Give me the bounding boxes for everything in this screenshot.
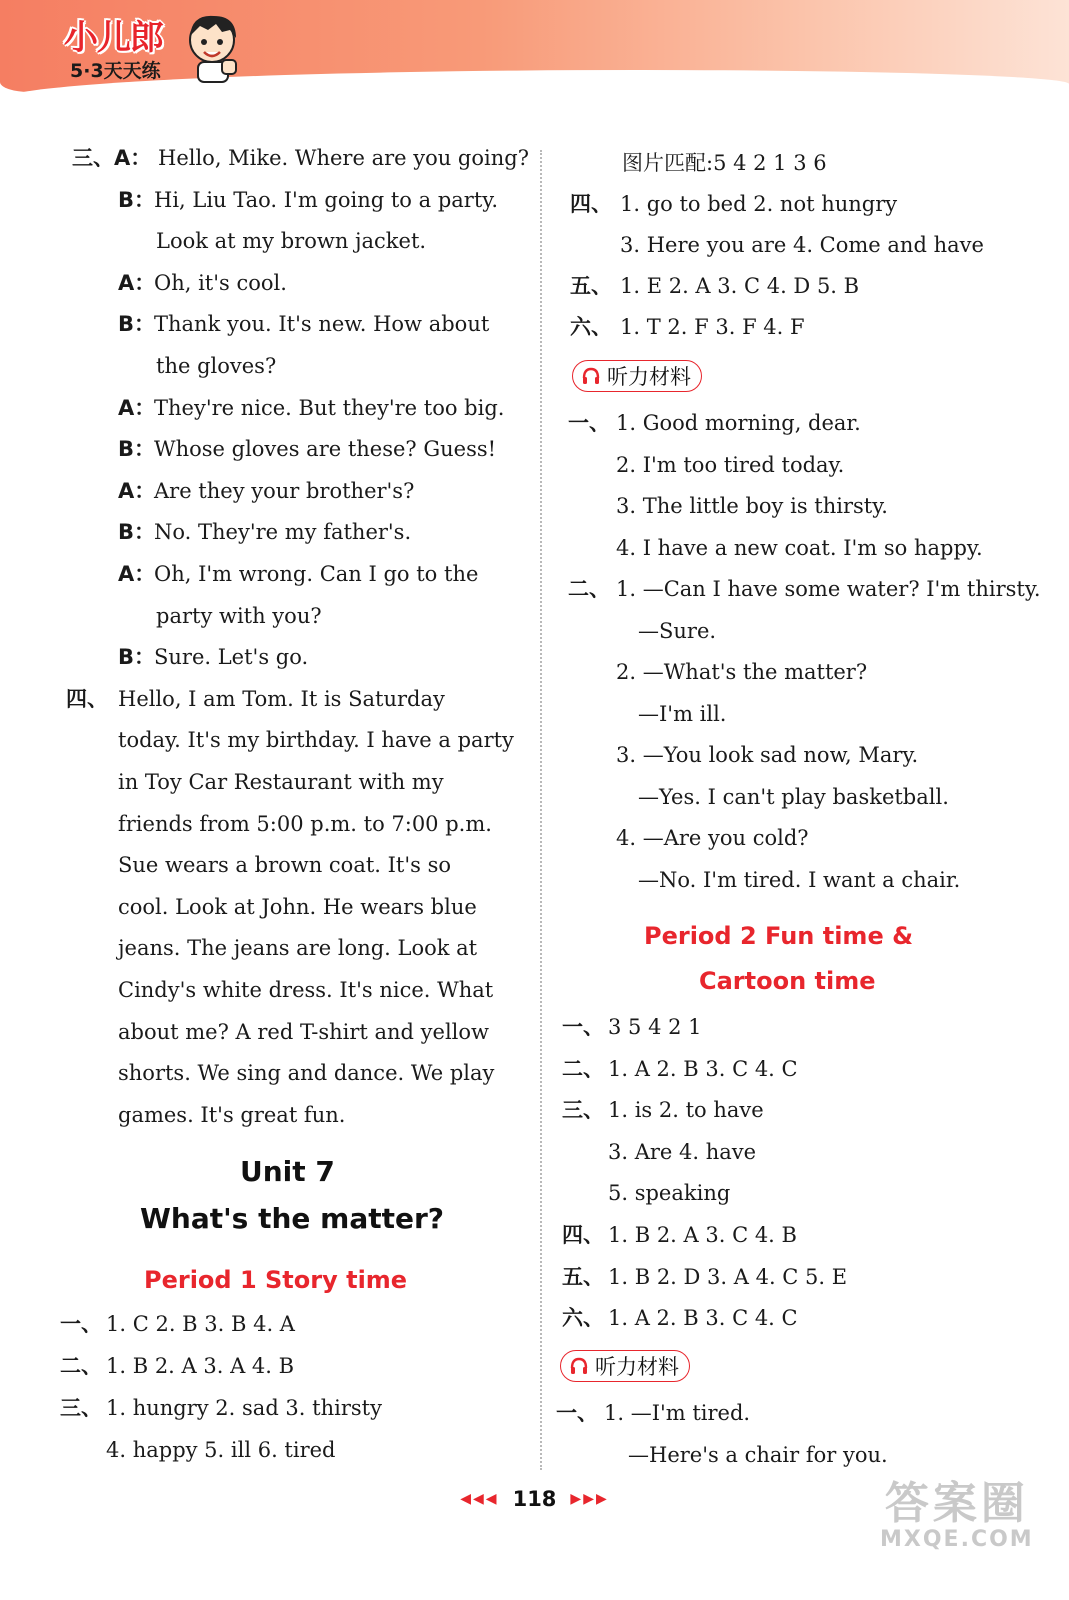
text-line: 1. A 2. B 3. C 4. C [608, 1056, 798, 1081]
watermark-url: MXQE.COM [880, 1527, 1034, 1552]
text-line: cool. Look at John. He wears blue [118, 894, 477, 919]
text-line: No. They're my father's. [154, 520, 412, 545]
text-line: 4. happy 5. ill 6. tired [106, 1438, 336, 1462]
text-line: party with you? [156, 603, 322, 628]
column-divider [540, 150, 542, 1470]
text-line: shorts. We sing and dance. We play [118, 1061, 495, 1086]
text-line: Oh, it's cool. [154, 270, 287, 295]
text-line: Thank you. It's new. How about [154, 312, 490, 337]
text-line: 1. hungry 2. sad 3. thirsty [106, 1396, 382, 1420]
period1-title: Period 1 Story time [144, 1266, 408, 1294]
text-line: 4. I have a new coat. I'm so happy. [616, 535, 983, 560]
unit-subtitle: What's the matter? [140, 1202, 445, 1235]
text-line: Cindy's white dress. It's nice. What [118, 978, 494, 1002]
next-arrows-icon: ▶▶▶ [570, 1491, 609, 1507]
text-line: 1. Good morning, dear. [616, 411, 861, 435]
period2-title-line1: Period 2 Fun time & [644, 922, 914, 950]
listening-tag-2 [560, 1350, 690, 1382]
watermark-logo: 答案圈 [884, 1478, 1029, 1529]
item-label: B： [118, 520, 156, 545]
text-line: 3. Are 4. have [608, 1139, 757, 1164]
text-line: jeans. The jeans are long. Look at [118, 936, 478, 961]
text-line: Look at my brown jacket. [156, 229, 427, 254]
series-name: 5·3天天练 [70, 60, 161, 82]
item-label: 五、 [570, 274, 612, 298]
text-line: Oh, I'm wrong. Can I go to the [154, 562, 479, 586]
mascot-icon [182, 8, 244, 86]
item-label: 四、 [562, 1223, 604, 1247]
text-line: 3. Here you are 4. Come and have [620, 233, 984, 257]
text-line: 3. —You look sad now, Mary. [616, 743, 919, 767]
text-line: Sue wears a brown coat. It's so [118, 853, 452, 878]
text-line: 1. E 2. A 3. C 4. D 5. B [620, 274, 860, 298]
item-label: 二、 [60, 1354, 102, 1378]
item-label: 六、 [570, 315, 612, 339]
item-label: 三、 [60, 1396, 102, 1420]
item-label: 四、 [66, 686, 108, 711]
listening-tag-label: 听力材料 [595, 1355, 679, 1379]
item-label: 二、 [568, 577, 610, 601]
text-line: the gloves? [156, 354, 277, 378]
text-line: 1. B 2. A 3. A 4. B [106, 1354, 295, 1378]
item-label: B： [118, 437, 156, 462]
watermark [880, 1480, 1034, 1552]
listening-tag-label: 听力材料 [607, 365, 691, 389]
text-line: 3 5 4 2 1 [608, 1015, 702, 1039]
item-label: B： [118, 645, 156, 670]
text-line: Whose gloves are these? Guess! [154, 437, 497, 462]
text-line: 5. speaking [608, 1181, 731, 1206]
page-number: 118 [512, 1487, 557, 1511]
text-line: 1. is 2. to have [608, 1098, 764, 1123]
text-line: 2. I'm too tired today. [616, 452, 845, 477]
headphones-icon [581, 366, 601, 386]
text-line: 1. B 2. D 3. A 4. C 5. E [608, 1264, 848, 1289]
text-line: games. It's great fun. [118, 1102, 346, 1127]
text-line: about me? A red T-shirt and yellow [118, 1019, 490, 1044]
item-label: 六、 [562, 1306, 604, 1331]
item-label: 三、 [562, 1098, 604, 1123]
text-line: They're nice. But they're too big. [154, 395, 505, 420]
text-line: Hello, I am Tom. It is Saturday [118, 686, 445, 711]
item-label: 一、 [562, 1015, 604, 1039]
brand-logo: 小儿郎 [64, 18, 163, 58]
item-label: 一、 [556, 1401, 598, 1425]
text-line: 1. —I'm tired. [604, 1401, 751, 1425]
text-line: 1. C 2. B 3. B 4. A [106, 1312, 295, 1336]
item-label: 五、 [562, 1264, 604, 1289]
text-line: 1. A 2. B 3. C 4. C [608, 1306, 798, 1331]
text-line: 1. go to bed 2. not hungry [620, 192, 898, 216]
text-line: —Yes. I can't play basketball. [638, 784, 949, 809]
text-line: Hello, Mike. Where are you going? [158, 146, 529, 170]
text-line: Are they your brother's? [154, 478, 415, 503]
text-line: 3. The little boy is thirsty. [616, 494, 888, 518]
item-label: 四、 [570, 192, 612, 216]
text-line: friends from 5:00 p.m. to 7:00 p.m. [118, 811, 492, 836]
period2-title-line2: Cartoon time [699, 967, 876, 995]
text-line: —Sure. [638, 618, 717, 643]
text-line: 1. B 2. A 3. C 4. B [608, 1223, 797, 1247]
text-line: Hi, Liu Tao. I'm going to a party. [154, 187, 499, 212]
text-line: Sure. Let's go. [154, 645, 309, 670]
prev-arrows-icon: ◀◀◀ [460, 1491, 499, 1507]
item-label: B： [118, 312, 156, 337]
item-label: 一、 [60, 1312, 102, 1336]
text-line: today. It's my birthday. I have a party [118, 728, 514, 753]
item-label: A： [118, 478, 156, 503]
text-line: 1. —Can I have some water? I'm thirsty. [616, 577, 1041, 601]
text-line: —I'm ill. [638, 701, 727, 726]
item-label: A： [118, 395, 156, 420]
unit-title: Unit 7 [240, 1155, 335, 1188]
text-line: 2. —What's the matter? [616, 660, 868, 684]
item-label: 一、 [568, 411, 610, 435]
item-label: 三、A： [72, 146, 152, 170]
item-label: 二、 [562, 1056, 604, 1081]
text-line: —No. I'm tired. I want a chair. [638, 867, 961, 892]
text-line: 图片匹配:5 4 2 1 3 6 [622, 151, 827, 175]
item-label: A： [118, 562, 156, 586]
item-label: A： [118, 270, 156, 295]
headphones-icon [569, 1356, 589, 1376]
text-line: —Here's a chair for you. [628, 1443, 888, 1467]
text-line: 1. T 2. F 3. F 4. F [620, 315, 805, 339]
listening-tag-1 [572, 360, 702, 392]
text-line: in Toy Car Restaurant with my [118, 770, 444, 794]
item-label: B： [118, 187, 156, 212]
text-line: 4. —Are you cold? [616, 826, 809, 850]
